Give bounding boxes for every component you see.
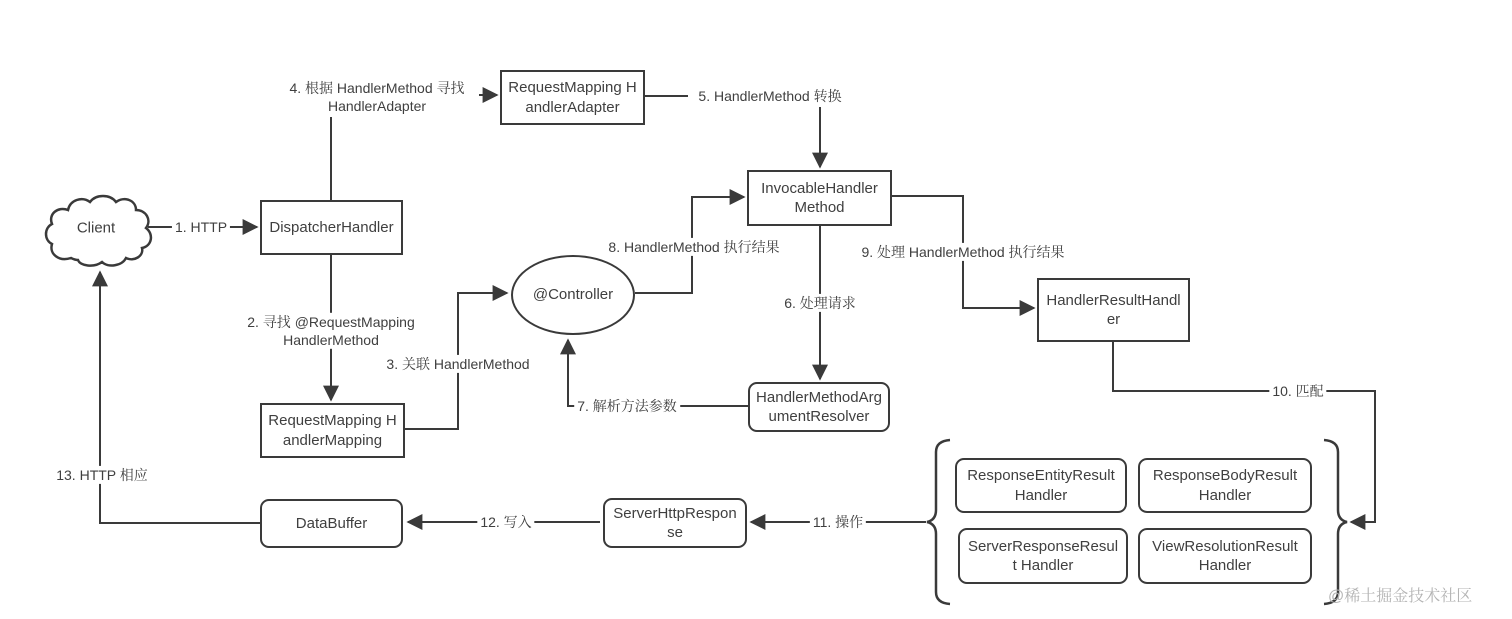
node-request-mapping-handler-mapping: RequestMapping HandlerMapping [260,403,405,458]
node-server-http-response: ServerHttpResponse [603,498,747,548]
edge-label-step1: 1. HTTP [172,218,230,236]
edge-label-step12: 12. 写入 [477,513,534,531]
edge-label-step3: 3. 关联 HandlerMethod [383,355,532,373]
edge-13-http-response [100,272,260,523]
edge-label-step10: 10. 匹配 [1269,382,1326,400]
node-handler-result-handler: HandlerResultHandler [1037,278,1190,342]
node-handler-method-argument-resolver: HandlerMethodArgumentResolver [748,382,890,432]
edge-label-step2: 2. 寻找 @RequestMapping HandlerMethod [236,313,426,349]
node-invocable-handler-method: InvocableHandler Method [747,170,892,226]
edge-label-step13: 13. HTTP 相应 [53,466,151,484]
right-brace [1324,440,1347,604]
edge-label-step7: 7. 解析方法参数 [574,397,680,415]
edge-label-step5: 5. HandlerMethod 转换 [695,87,844,105]
edge-label-step8: 8. HandlerMethod 执行结果 [605,238,782,256]
edge-label-step6: 6. 处理请求 [781,294,859,312]
node-request-mapping-handler-adapter: RequestMapping HandlerAdapter [500,70,645,125]
node-dispatcher-handler: DispatcherHandler [260,200,403,255]
watermark: @稀土掘金技术社区 [1328,588,1473,605]
edge-label-step9: 9. 处理 HandlerMethod 执行结果 [858,243,1067,261]
node-response-body-result-handler: ResponseBodyResult Handler [1138,458,1312,513]
edge-label-step11: 11. 操作 [810,513,866,531]
node-view-resolution-result-handler: ViewResolutionResult Handler [1138,528,1312,584]
node-controller: @Controller [511,255,635,335]
node-server-response-result-handler: ServerResponseResult Handler [958,528,1128,584]
node-client: Client [76,219,116,237]
node-response-entity-result-handler: ResponseEntityResult Handler [955,458,1127,513]
edge-label-step4: 4. 根据 HandlerMethod 寻找 HandlerAdapter [275,79,479,115]
node-data-buffer: DataBuffer [260,499,403,548]
left-brace [927,440,950,604]
